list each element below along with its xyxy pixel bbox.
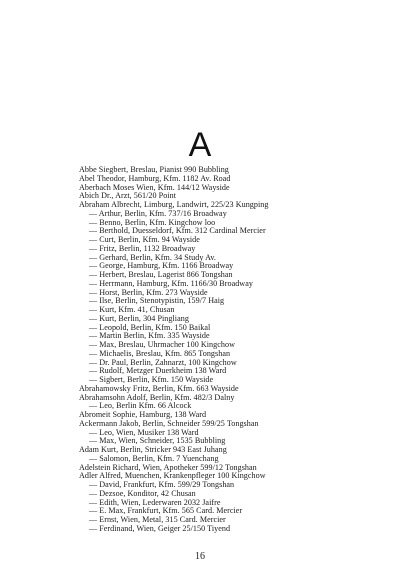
directory-entry: — Ernst, Wien, Metal, 315 Card. Mercier [89,516,226,524]
directory-entry: Abromeit Sophie, Hamburg, 138 Ward [79,411,207,419]
directory-entry: — Max, Wien, Schneider, 1535 Bubbling [89,437,226,446]
directory-entry: Ackermann Jakob, Berlin, Schneider 599/25 Tongshan [79,419,259,428]
directory-entry: — Berthold, Duesseldorf, Kfm. 312 Cardinal Mercier [89,227,266,236]
directory-entry: — George, Hamburg, Kfm. 1166 Broadway [89,262,234,271]
directory-entry: Abel Theodor, Hamburg, Kfm. 1182 Av. Road [79,174,231,183]
directory-entry: — Curt, Berlin, Kfm. 94 Wayside [89,236,200,244]
directory-entry: Abrahamowsky Fritz, Berlin, Kfm. 663 Wayside [79,384,239,393]
directory-entry: Adler Alfred, Muenchen, Krankenpfleger 100 Kingchow [79,472,266,481]
directory-entry: — Arthur, Berlin, Kfm. 737/16 Broadway [89,209,227,218]
directory-entry: — Rudolf, Metzger Duerkheim 138 Ward [89,367,227,376]
directory-entry: Adam Kurt, Berlin, Stricker 943 East Juhang [79,446,227,454]
directory-entry: — Kurt, Berlin, 304 Pingliang [89,314,189,323]
directory-entry: — Ferdinand, Wien, Geiger 25/150 Tiyend [89,524,231,533]
directory-entry: Adelstein Richard, Wien, Apotheker 599/12 Tongshan [79,463,257,472]
directory-entry: — Kurt, Kfm. 41, Chusan [89,306,175,314]
directory-entry: — Dr. Paul, Berlin, Zahnarzt, 100 Kingchow [89,358,237,367]
directory-entry: — Gerhard, Berlin, Kfm. 34 Study Av. [89,253,217,262]
directory-entry: Abrahamsohn Adolf, Berlin, Kfm. 482/3 Dalny [79,393,235,402]
directory-entry: — Sigbert, Berlin, Kfm. 150 Wayside [89,376,214,384]
page-number: 16 [195,551,205,562]
directory-entry: — Herrmann, Hamburg, Kfm. 1166/30 Broadway [89,279,253,288]
directory-entry: — Leo, Berlin Kfm. 66 Alcock [89,402,192,411]
directory-entry: — Herbert, Breslau, Lagerist 866 Tongshan [89,271,233,279]
directory-entry: — Horst, Berlin, Kfm. 273 Wayside [89,288,208,297]
directory-entry: — David, Frankfurt, Kfm. 599/29 Tongshan [89,481,235,489]
directory-entry: — Salomon, Berlin, Kfm. 7 Yuenchang [89,454,219,463]
directory-entry: — Michaelis, Breslau, Kfm. 865 Tongshan [89,349,231,358]
directory-entry: — Martin Berlin, Kfm. 335 Wayside [89,332,210,341]
directory-entry: Aberbach Moses Wien, Kfm. 144/12 Wayside [79,183,230,192]
directory-entry: — Leopold, Berlin, Kfm. 150 Baikal [89,323,211,332]
directory-entry: — Leo, Wien, Musiker 138 Ward [89,428,199,437]
directory-entry: — Max, Breslau, Uhrmacher 100 Kingchow [89,341,235,349]
section-letter: A [188,126,212,164]
directory-entry: — Dezsoe, Konditor, 42 Chusan [89,489,196,498]
directory-entry: — Edith, Wien, Lederwaren 2032 Jaifre [89,498,221,507]
directory-entry: — Fritz, Berlin, 1132 Broadway [89,244,196,253]
directory-entry: Abich Dr., Arzt, 561/20 Point [79,192,176,201]
directory-entry: Abraham Albrecht, Limburg, Landwirt, 225/23 Kungping [79,201,269,209]
directory-entry: — E. Max, Frankfurt, Kfm. 565 Card. Mercier [89,507,243,516]
directory-entry: — Benno, Berlin, Kfm. Kingchow loo [89,218,216,227]
directory-list [79,166,397,534]
directory-entry: — Ilse, Berlin, Stenotypistin, 159/7 Haig [89,297,225,306]
directory-entry: Abbe Siegbert, Breslau, Pianist 990 Bubbling [79,166,229,174]
